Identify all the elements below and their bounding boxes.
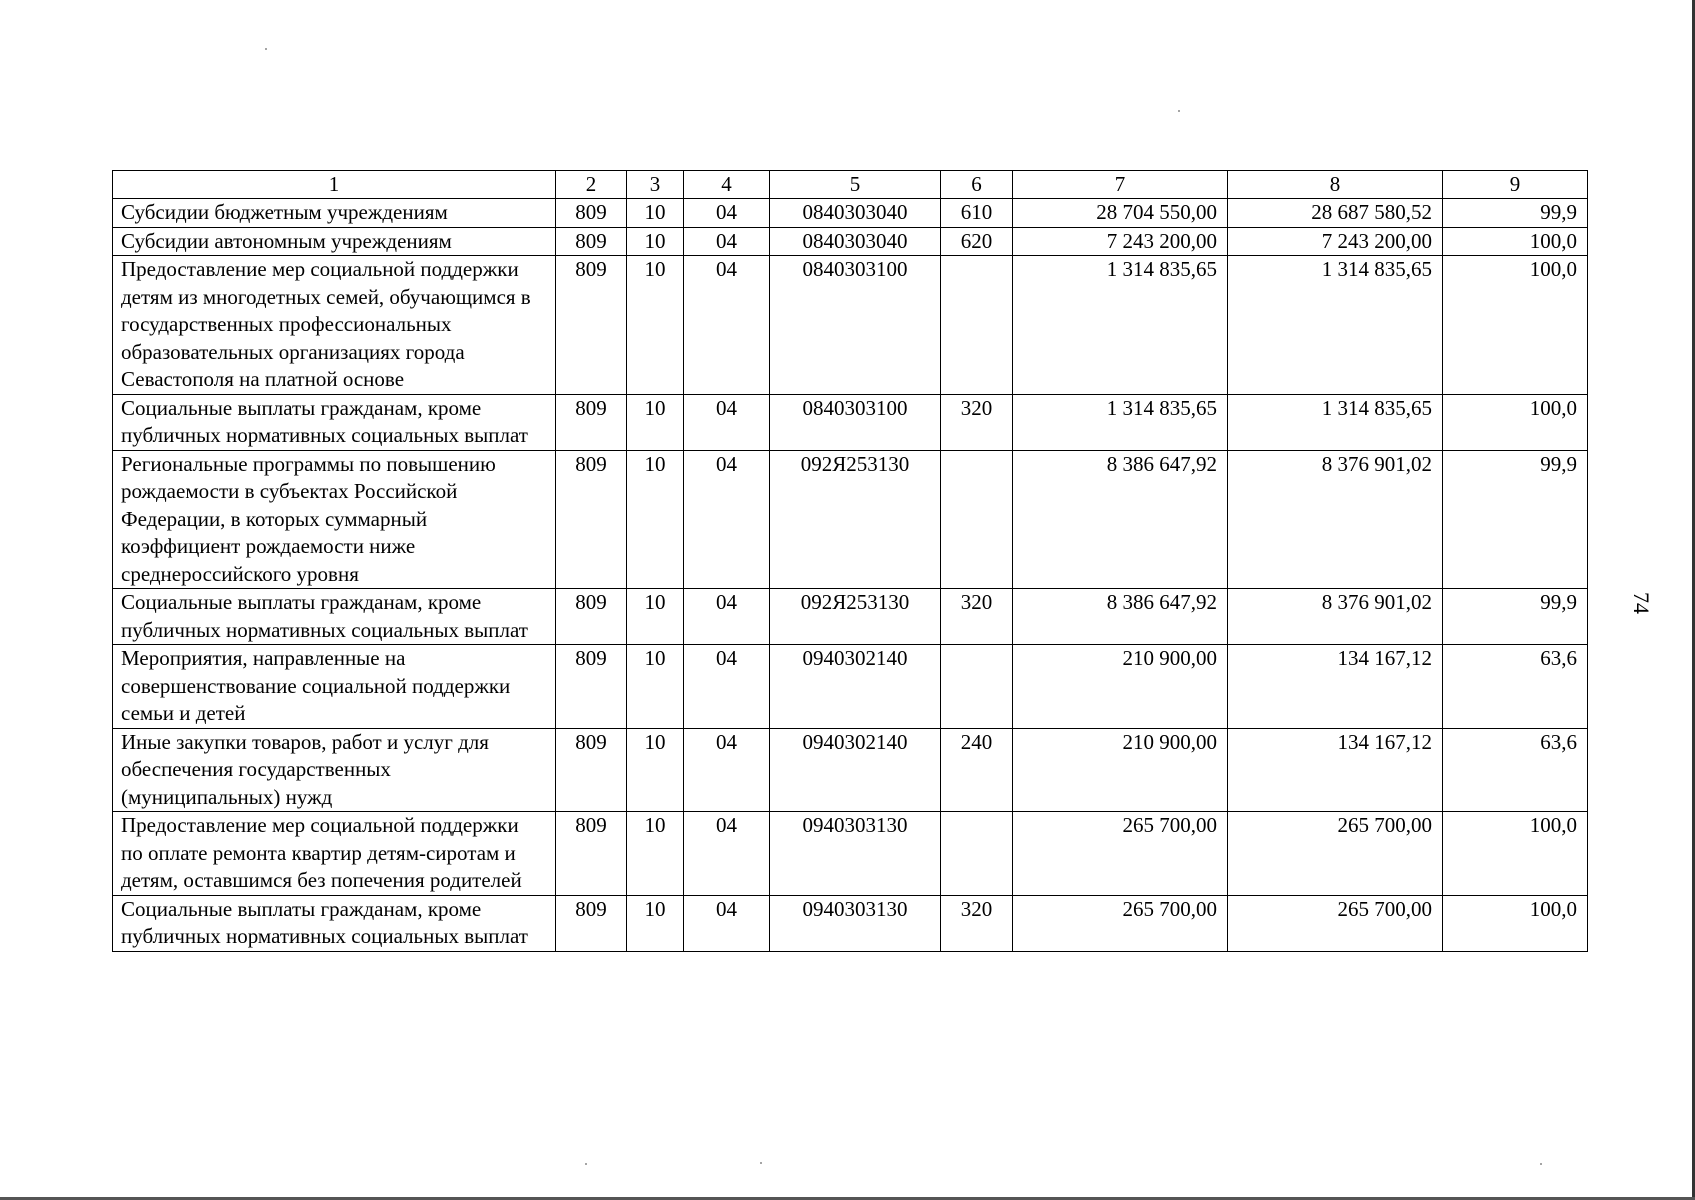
cell-col-7: 265 700,00 xyxy=(1013,812,1228,896)
cell-col-2: 809 xyxy=(556,256,627,395)
cell-col-4: 04 xyxy=(684,256,770,395)
cell-col-4: 04 xyxy=(684,645,770,729)
scan-speck xyxy=(265,48,267,50)
cell-col-3: 10 xyxy=(627,394,684,450)
cell-col-6: 620 xyxy=(941,227,1013,256)
cell-col-4: 04 xyxy=(684,728,770,812)
cell-col-4: 04 xyxy=(684,589,770,645)
cell-name: Предоставление мер социальной поддержки детям из многодетных семей, обучающимся в государственных профессиональных образовательных организациях города Севастополя на платной основе xyxy=(113,256,556,395)
cell-col-3: 10 xyxy=(627,728,684,812)
cell-col-3: 10 xyxy=(627,227,684,256)
scan-speck xyxy=(1178,110,1180,112)
column-number-8: 8 xyxy=(1228,171,1443,199)
column-number-row xyxy=(113,171,1588,199)
cell-col-2: 809 xyxy=(556,394,627,450)
cell-col-8: 8 376 901,02 xyxy=(1228,450,1443,589)
cell-col-7: 210 900,00 xyxy=(1013,645,1228,729)
cell-col-5: 092Я253130 xyxy=(770,450,941,589)
table-row xyxy=(113,589,1588,645)
cell-col-8: 265 700,00 xyxy=(1228,812,1443,896)
cell-name: Предоставление мер социальной поддержки по оплате ремонта квартир детям-сиротам и детям, оставшимся без попечения родителей xyxy=(113,812,556,896)
cell-col-3: 10 xyxy=(627,812,684,896)
cell-col-5: 0840303100 xyxy=(770,256,941,395)
table-row xyxy=(113,394,1588,450)
cell-col-5: 0940303130 xyxy=(770,812,941,896)
cell-col-6 xyxy=(941,450,1013,589)
cell-col-6: 240 xyxy=(941,728,1013,812)
table-row xyxy=(113,812,1588,896)
cell-col-2: 809 xyxy=(556,812,627,896)
cell-col-7: 7 243 200,00 xyxy=(1013,227,1228,256)
cell-col-2: 809 xyxy=(556,199,627,228)
cell-col-8: 134 167,12 xyxy=(1228,645,1443,729)
cell-col-9: 100,0 xyxy=(1443,812,1588,896)
column-number-2: 2 xyxy=(556,171,627,199)
table-row xyxy=(113,256,1588,395)
table-body xyxy=(113,171,1588,952)
column-number-5: 5 xyxy=(770,171,941,199)
cell-col-8: 265 700,00 xyxy=(1228,895,1443,951)
cell-col-2: 809 xyxy=(556,728,627,812)
cell-col-6: 320 xyxy=(941,589,1013,645)
cell-col-7: 28 704 550,00 xyxy=(1013,199,1228,228)
cell-name: Социальные выплаты гражданам, кроме публичных нормативных социальных выплат xyxy=(113,895,556,951)
table-row xyxy=(113,645,1588,729)
cell-col-6 xyxy=(941,256,1013,395)
cell-col-8: 1 314 835,65 xyxy=(1228,394,1443,450)
cell-col-4: 04 xyxy=(684,394,770,450)
cell-name: Мероприятия, направленные на совершенствование социальной поддержки семьи и детей xyxy=(113,645,556,729)
column-number-6: 6 xyxy=(941,171,1013,199)
cell-col-2: 809 xyxy=(556,450,627,589)
cell-col-6 xyxy=(941,645,1013,729)
cell-col-8: 7 243 200,00 xyxy=(1228,227,1443,256)
cell-col-9: 100,0 xyxy=(1443,394,1588,450)
cell-col-9: 63,6 xyxy=(1443,645,1588,729)
cell-col-7: 1 314 835,65 xyxy=(1013,256,1228,395)
cell-col-7: 8 386 647,92 xyxy=(1013,450,1228,589)
cell-name: Социальные выплаты гражданам, кроме публичных нормативных социальных выплат xyxy=(113,394,556,450)
cell-col-5: 092Я253130 xyxy=(770,589,941,645)
cell-col-4: 04 xyxy=(684,812,770,896)
table-row xyxy=(113,450,1588,589)
cell-col-3: 10 xyxy=(627,895,684,951)
table-row xyxy=(113,199,1588,228)
table-row xyxy=(113,728,1588,812)
cell-col-8: 8 376 901,02 xyxy=(1228,589,1443,645)
cell-col-2: 809 xyxy=(556,895,627,951)
cell-name: Социальные выплаты гражданам, кроме публичных нормативных социальных выплат xyxy=(113,589,556,645)
page-number: 74 xyxy=(1629,592,1654,614)
cell-col-2: 809 xyxy=(556,227,627,256)
cell-col-3: 10 xyxy=(627,645,684,729)
cell-col-5: 0940302140 xyxy=(770,645,941,729)
cell-col-2: 809 xyxy=(556,645,627,729)
cell-name: Региональные программы по повышению рождаемости в субъектах Российской Федерации, в которых суммарный коэффициент рождаемости ниже среднероссийского уровня xyxy=(113,450,556,589)
cell-col-9: 100,0 xyxy=(1443,256,1588,395)
cell-col-8: 134 167,12 xyxy=(1228,728,1443,812)
cell-col-4: 04 xyxy=(684,450,770,589)
cell-col-5: 0840303040 xyxy=(770,199,941,228)
cell-col-3: 10 xyxy=(627,589,684,645)
table-row xyxy=(113,227,1588,256)
cell-name: Иные закупки товаров, работ и услуг для обеспечения государственных (муниципальных) нужд xyxy=(113,728,556,812)
cell-col-9: 99,9 xyxy=(1443,450,1588,589)
cell-col-6: 320 xyxy=(941,394,1013,450)
cell-col-5: 0840303040 xyxy=(770,227,941,256)
cell-col-8: 1 314 835,65 xyxy=(1228,256,1443,395)
column-number-9: 9 xyxy=(1443,171,1588,199)
scan-speck xyxy=(585,1163,587,1165)
cell-col-7: 1 314 835,65 xyxy=(1013,394,1228,450)
cell-col-9: 100,0 xyxy=(1443,895,1588,951)
column-number-7: 7 xyxy=(1013,171,1228,199)
cell-col-6: 610 xyxy=(941,199,1013,228)
cell-col-8: 28 687 580,52 xyxy=(1228,199,1443,228)
table-row xyxy=(113,895,1588,951)
cell-col-7: 210 900,00 xyxy=(1013,728,1228,812)
cell-col-5: 0940302140 xyxy=(770,728,941,812)
cell-col-3: 10 xyxy=(627,256,684,395)
cell-col-3: 10 xyxy=(627,450,684,589)
cell-name: Субсидии бюджетным учреждениям xyxy=(113,199,556,228)
column-number-3: 3 xyxy=(627,171,684,199)
cell-col-7: 8 386 647,92 xyxy=(1013,589,1228,645)
cell-col-9: 63,6 xyxy=(1443,728,1588,812)
cell-col-9: 100,0 xyxy=(1443,227,1588,256)
cell-col-5: 0940303130 xyxy=(770,895,941,951)
cell-col-4: 04 xyxy=(684,227,770,256)
cell-col-9: 99,9 xyxy=(1443,589,1588,645)
cell-col-4: 04 xyxy=(684,895,770,951)
column-number-1: 1 xyxy=(113,171,556,199)
cell-name: Субсидии автономным учреждениям xyxy=(113,227,556,256)
cell-col-5: 0840303100 xyxy=(770,394,941,450)
scan-speck xyxy=(760,1162,762,1164)
cell-col-4: 04 xyxy=(684,199,770,228)
cell-col-9: 99,9 xyxy=(1443,199,1588,228)
cell-col-2: 809 xyxy=(556,589,627,645)
cell-col-7: 265 700,00 xyxy=(1013,895,1228,951)
scan-speck xyxy=(1540,1163,1542,1165)
column-number-4: 4 xyxy=(684,171,770,199)
cell-col-6 xyxy=(941,812,1013,896)
cell-col-3: 10 xyxy=(627,199,684,228)
budget-table xyxy=(112,170,1588,952)
cell-col-6: 320 xyxy=(941,895,1013,951)
